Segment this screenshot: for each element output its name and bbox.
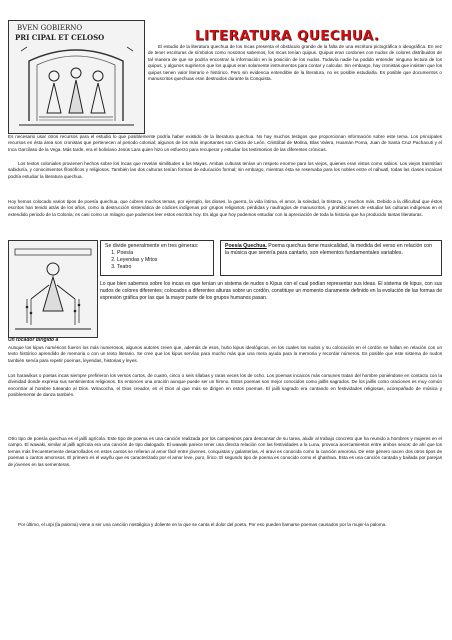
genre-item: 3. Teatro xyxy=(117,264,209,271)
figure-header: BVEN GOBIERNO xyxy=(17,24,83,32)
paragraph-kipus-sistema: Lo que bien sabemos sobre los incas es que tenían un sistema de nudos o Kipus con el cual podían representar sus ideas. El sistema de kipus, con sus nudos de colores diferentes; colocados a diferentes alturas sobre un cordón, constituye un momento claramente definido en la evolución de las formas de expresión gráfica por las que la mayor parte de los grupos humanos pasan. xyxy=(100,281,442,302)
genres-box xyxy=(100,240,214,276)
illustration-drawing xyxy=(9,21,144,133)
figure-tocador xyxy=(8,240,98,338)
paragraph-incas-mayas: Los textos coloniales provienen hechos sobre los Incas que revelan similitudes a los Mayas. Ambas culturas tenían un respeto enorme para los viejos, quienes eran vistos como sabios. Los viejos trasmitían sabiduría, y conocimientos filosóficos y religiosos. También las dos culturas tenían formas de educación formal; sin embargo, mientras ésta se reservaba para los nobles entre el náhuatl, todas las clases incaicas podría estudiar la literatura quechua. xyxy=(8,161,442,179)
genre-item: 1. Poesía xyxy=(117,250,209,257)
poesia-box xyxy=(220,240,442,276)
figure-header-right: PRI CIPAL ET CELOSO xyxy=(15,33,105,42)
paragraph-cronistas: Es necesario usar otros recursos para el estudio lo que posiblemente podría haber existido de la literatura quechua. No hay muchos testigos que proporcionan información sobre este tema. Los principales recursos en ésta área son cronistas que pertenecen al periodo colonial; algunos de los más importantes son Cieza de León, Cristóbal de Molina, Blas Valera, Huamán Poma, Juan de Santa Cruz Pachacuti y el Inca Garcilaso de la Vega. Más tarde, era el boliviano Jesús Lara quien hizo un esfuerzo para recuperar y estudiar los testimonios de las diferentes crónicas. xyxy=(8,134,442,152)
paragraph-harawikus: Los harawikus o poetas incas siempre prefirieron los versos cortos, de cuatro, cinco o seis sílabas y raras veces los de ocho. Los poemas incaicos más comunes tratan del hombre poniéndose en contacto con la divinidad donde expresa sus sentimientos religiosos. Es entonces una oración aunque puede ser un himno. Estos poemas son mejor conocidos como jaillis sagrados. De los jaillis como oraciones es muy común encontrar al hombre tuteando al Dios. Wiracocha, el Dios creador, es el Dios al que más se dirigen en estos poemas. El jailli sagrado era cantando en festividades religiosas, acompañado de música y posiblemente de danza también. xyxy=(8,373,442,398)
poesia-text: Poema quechua tiene musicalidad, la medida del verso en relación con la música que serviría para cantarlo, son elementos fundamentales variables. xyxy=(225,243,433,256)
genre-item: 2. Leyendas y Mitos xyxy=(117,257,209,264)
poesia-heading: Poesía Quechua. xyxy=(225,243,267,249)
paragraph-jailli-agricola: Otro tipo de poesía quechua es el jailli agrícola. Este tipo de poema es una canción realizada por los campesinos para descansar de su tarea, aludir al trabajo concreto que ha reunido a hombres y mujeres en el campo. El wawaki, similar al jailli agrícola era una canción de tipo dialogado. El wawaki parece tener una directa relación con las festividades a la Luna, provoca acercamientos entre ambos sexos: de ahí que los temas más frecuentemente desarrollados en estos cantos se refieran al amor fácil entre jóvenes, conquistas y galanterías. Al aravi es conocida como la canción amorosa. De este género nacen dos otros tipos de poemas o cantos amorosos. El primero es el wayñu que es caracterizado por el amor leve, puro, lírico. El segundo tipo de poema es conocido como el qhashwa. Esta es una canción cantada y bailada por parejas de jóvenes en las sementeras. xyxy=(8,436,442,467)
paragraph-urpi: Por último, el urpi (la paloma) viene a ser una canción nostálgica y doliente en la que se canta el dolor del poeta. Por eso pueden llamarse poemas causados por la mujer-la paloma. xyxy=(18,522,387,527)
page-title: LITERATURA QUECHUA. xyxy=(195,28,380,44)
figure-buen-gobierno xyxy=(8,20,145,134)
genres-intro: Se divide generalmente en tres géneras: xyxy=(105,243,199,249)
kipu-drawing xyxy=(9,241,97,337)
paragraph-tipos-poesia: Hoy hemos colocado varios tipos de poesía quechua, que cubren muchos temas, por ejemplo, los dioses, la guerra, la vida íntima, el amor, la soledad, la tristeza, y muchos más. Debido a la dificultad que éstos escritos han tenido atrás de los años, como la destrucción sistemática de códices indígenas por grupos religiosos, pérdidas y naufragios de manuscritos, y prohibiciones de estudiar las culturas indígenas en el extendido periodo de la Colonia; es casi como un milagro que podemos leer estos escritos hoy. Es algo que hoy podemos estudiar con la apreciación de toda la historia que ha producido tantas literaturas. xyxy=(8,199,442,217)
genres-list xyxy=(105,250,209,271)
paragraph-quipus-intro: El estudio de la literatura quechua de los Incas presenta el obstáculo grande de la falta de una escritura pictográfica o ideográfica. En vez de tener escrituras de símbolos como nosotros sabemos, los Incas tenían quipus. Quipus eran cordones con nudos de colores distribuidos de tal manera de que se podría encontrar la información en la posición de los nudos. Todavía nadie ha podido entender ninguna lectura de los quipus, y algunos sugirieron que los quipus eran solamente instrumentos para contar y calcular. Sin embargo, hay cronistas que insisten que los quipus tienen valor literario e histórico. Pero sin evidencia entendible de la literatura, no es posible estudiarla. Es posible que documentos o manuscritos quechuas eran destruidos durante la Conquista. xyxy=(148,44,442,82)
figure-caption: Un tocador dirigido a xyxy=(8,337,59,343)
paragraph-kipus-ideologicos: Aunque los kipus numéricos fueron los más numerosos, algunos autores creen que, además de esos, hubo kipus ideológicos, en los cuales los nudos y su colocación en el cordón se hallan en relación con un texto histórico aprendido de memoria o con un texto literario. Se cree que los kipus servían para mucho más que una mera ayuda para la memoria y recordar números. Es posible que este sistema de nudos también servía para repetir poemas, leyendas, historias y leyes. xyxy=(8,345,442,363)
